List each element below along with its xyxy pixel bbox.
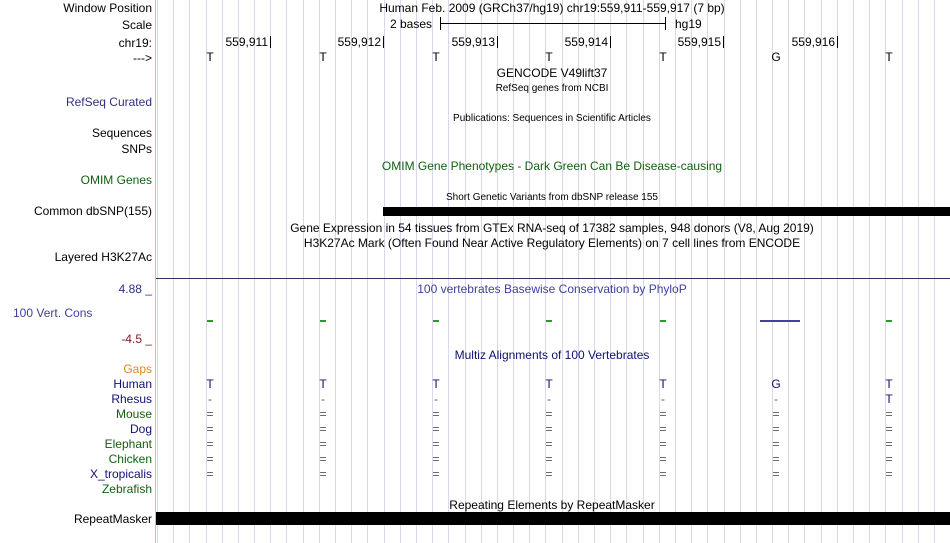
label-divider bbox=[155, 0, 156, 543]
ruler-tick bbox=[723, 36, 724, 48]
grid-line bbox=[335, 0, 336, 543]
dbsnp-track-title[interactable]: Short Genetic Variants from dbSNP release 155 bbox=[446, 192, 658, 203]
grid-line bbox=[643, 0, 644, 543]
alignment-char: = bbox=[432, 467, 440, 481]
alignment-char: = bbox=[206, 452, 214, 466]
conservation-mark bbox=[886, 320, 892, 322]
species-label[interactable]: Chicken bbox=[108, 452, 152, 466]
grid-line bbox=[254, 0, 255, 543]
species-label[interactable]: Mouse bbox=[115, 407, 152, 421]
grid-line bbox=[675, 0, 676, 543]
window-position-label: Window Position bbox=[63, 1, 152, 15]
ruler-tick bbox=[497, 36, 498, 48]
grid-line bbox=[222, 0, 223, 543]
ruler-tick bbox=[837, 36, 838, 48]
alignment-char: T bbox=[319, 377, 327, 391]
grid-line bbox=[902, 0, 903, 543]
alignment-char: = bbox=[206, 467, 214, 481]
alignment-char: - bbox=[321, 392, 325, 406]
grid-line bbox=[691, 0, 692, 543]
alignment-char: = bbox=[319, 452, 327, 466]
conservation-track-title[interactable]: 100 vertebrates Basewise Conservation by PhyloP bbox=[417, 282, 687, 296]
alignment-char: = bbox=[206, 422, 214, 436]
conservation-min-value: -4.5 _ bbox=[121, 332, 152, 346]
grid-line bbox=[238, 0, 239, 543]
repeatmasker-track-label[interactable]: RepeatMasker bbox=[73, 512, 152, 526]
alignment-char: = bbox=[885, 467, 893, 481]
alignment-char: = bbox=[772, 422, 780, 436]
refseq-track-subtitle: RefSeq genes from NCBI bbox=[495, 83, 609, 94]
species-label[interactable]: Human bbox=[113, 377, 152, 391]
h3k27ac-track-label[interactable]: Layered H3K27Ac bbox=[54, 250, 152, 264]
alignment-char: = bbox=[432, 407, 440, 421]
publications-track-title[interactable]: Publications: Sequences in Scientific Articles bbox=[453, 113, 651, 124]
grid-line bbox=[400, 0, 401, 543]
grid-line bbox=[707, 0, 708, 543]
ruler-position-label: 559,914 bbox=[564, 35, 608, 49]
grid-line bbox=[481, 0, 482, 543]
conservation-mark bbox=[760, 320, 800, 322]
dbsnp-variant-bar[interactable] bbox=[383, 207, 950, 216]
alignment-char: - bbox=[661, 392, 665, 406]
alignment-char: = bbox=[772, 467, 780, 481]
base-letter: T bbox=[659, 50, 667, 64]
alignment-char: - bbox=[774, 392, 778, 406]
ruler-position-label: 559,911 bbox=[225, 35, 268, 49]
omim-track-label[interactable]: OMIM Genes bbox=[80, 173, 152, 187]
alignment-char: = bbox=[545, 407, 553, 421]
species-label[interactable]: Dog bbox=[129, 422, 152, 436]
grid-line bbox=[270, 0, 271, 543]
base-letter: T bbox=[885, 50, 893, 64]
repeatmasker-bar[interactable] bbox=[156, 512, 950, 525]
grid-line bbox=[286, 0, 287, 543]
alignment-char: - bbox=[434, 392, 438, 406]
grid-line bbox=[351, 0, 352, 543]
ruler-tick bbox=[610, 36, 611, 48]
conservation-mark bbox=[320, 320, 326, 322]
snps-track-label[interactable]: SNPs bbox=[121, 142, 152, 156]
alignment-char: = bbox=[319, 467, 327, 481]
grid-line bbox=[367, 0, 368, 543]
grid-line bbox=[724, 0, 725, 543]
ruler-position-label: 559,912 bbox=[337, 35, 381, 49]
grid-line bbox=[788, 0, 789, 543]
sequences-track-label[interactable]: Sequences bbox=[91, 126, 152, 140]
alignment-char: T bbox=[885, 377, 893, 391]
grid-line bbox=[416, 0, 417, 543]
omim-track-title[interactable]: OMIM Gene Phenotypes - Dark Green Can Be Disease-causing bbox=[381, 159, 723, 173]
ruler-position-label: 559,913 bbox=[451, 35, 495, 49]
alignment-char: T bbox=[432, 377, 440, 391]
alignment-char: = bbox=[885, 422, 893, 436]
alignment-char: = bbox=[545, 422, 553, 436]
base-letter: G bbox=[771, 50, 781, 64]
base-letter: T bbox=[319, 50, 327, 64]
conservation-mark bbox=[433, 320, 439, 322]
strand-label: ---> bbox=[133, 51, 152, 65]
alignment-char: T bbox=[206, 377, 214, 391]
alignment-char: = bbox=[659, 437, 667, 451]
grid-line bbox=[189, 0, 190, 543]
grid-line bbox=[853, 0, 854, 543]
alignment-char: = bbox=[885, 437, 893, 451]
species-label[interactable]: X_tropicalis bbox=[89, 467, 152, 481]
grid-line bbox=[837, 0, 838, 543]
alignment-char: = bbox=[772, 452, 780, 466]
alignment-char: = bbox=[545, 452, 553, 466]
alignment-char: = bbox=[432, 437, 440, 451]
grid-line bbox=[157, 0, 158, 543]
alignment-char: = bbox=[659, 467, 667, 481]
grid-line bbox=[626, 0, 627, 543]
alignment-char: = bbox=[545, 437, 553, 451]
alignment-char: - bbox=[547, 392, 551, 406]
grid-line bbox=[804, 0, 805, 543]
grid-line bbox=[740, 0, 741, 543]
alignment-char: = bbox=[885, 452, 893, 466]
alignment-char: - bbox=[208, 392, 212, 406]
multiz-track-title[interactable]: Multiz Alignments of 100 Vertebrates bbox=[454, 348, 650, 362]
alignment-char: = bbox=[772, 437, 780, 451]
grid-line bbox=[173, 0, 174, 543]
ruler-position-label: 559,916 bbox=[791, 35, 835, 49]
alignment-char: = bbox=[545, 467, 553, 481]
scale-db: hg19 bbox=[675, 17, 702, 31]
alignment-char: = bbox=[319, 422, 327, 436]
alignment-char: = bbox=[885, 407, 893, 421]
alignment-char: = bbox=[432, 422, 440, 436]
grid-line bbox=[869, 0, 870, 543]
alignment-char: = bbox=[659, 452, 667, 466]
assembly-position-text: Human Feb. 2009 (GRCh37/hg19) chr19:559,911-559,917 (7 bp) bbox=[379, 1, 725, 15]
ruler-tick bbox=[383, 36, 384, 48]
grid-line bbox=[821, 0, 822, 543]
scale-bar-right-cap bbox=[665, 17, 666, 30]
alignment-char: T bbox=[885, 392, 893, 406]
scale-text: 2 bases bbox=[390, 17, 433, 31]
h3k27ac-track-title[interactable]: H3K27Ac Mark (Often Found Near Active Regulatory Elements) on 7 cell lines from ENCODE bbox=[303, 236, 801, 250]
alignment-char: T bbox=[545, 377, 553, 391]
scale-bar bbox=[440, 23, 665, 24]
ruler-position-label: 559,915 bbox=[677, 35, 721, 49]
alignment-char: = bbox=[659, 422, 667, 436]
grid-line bbox=[756, 0, 757, 543]
gtex-track-title[interactable]: Gene Expression in 54 tissues from GTEx RNA-seq of 17382 samples, 948 donors (V8, Aug 2019) bbox=[290, 221, 814, 235]
chr-label: chr19: bbox=[118, 36, 152, 50]
h3k27ac-baseline bbox=[156, 278, 950, 279]
species-label[interactable]: Gaps bbox=[123, 362, 152, 376]
refseq-track-label[interactable]: RefSeq Curated bbox=[65, 95, 152, 109]
gencode-track-title[interactable]: GENCODE V49lift37 bbox=[496, 66, 608, 80]
repeatmasker-track-title[interactable]: Repeating Elements by RepeatMasker bbox=[449, 498, 655, 512]
alignment-char: = bbox=[659, 407, 667, 421]
scale-bar-left-cap bbox=[440, 17, 441, 30]
conservation-max-value: 4.88 _ bbox=[118, 282, 152, 296]
species-label[interactable]: Zebrafish bbox=[101, 482, 152, 496]
alignment-char: = bbox=[319, 407, 327, 421]
grid-line bbox=[610, 0, 611, 543]
base-letter: T bbox=[432, 50, 440, 64]
dbsnp-track-label[interactable]: Common dbSNP(155) bbox=[33, 204, 152, 218]
conservation-track-label[interactable]: 100 Vert. Cons bbox=[13, 306, 93, 320]
grid-line bbox=[448, 0, 449, 543]
alignment-char: = bbox=[206, 437, 214, 451]
grid-line bbox=[303, 0, 304, 543]
conservation-mark bbox=[207, 320, 213, 322]
base-letter: T bbox=[545, 50, 553, 64]
scale-label: Scale bbox=[121, 18, 152, 32]
alignment-char: = bbox=[772, 407, 780, 421]
base-letter: T bbox=[206, 50, 214, 64]
species-label[interactable]: Elephant bbox=[104, 437, 152, 451]
species-label[interactable]: Rhesus bbox=[111, 392, 152, 406]
grid-line bbox=[465, 0, 466, 543]
grid-line bbox=[934, 0, 935, 543]
alignment-char: = bbox=[319, 437, 327, 451]
conservation-mark bbox=[660, 320, 666, 322]
alignment-char: G bbox=[771, 377, 781, 391]
alignment-char: = bbox=[432, 452, 440, 466]
grid-line bbox=[918, 0, 919, 543]
alignment-char: = bbox=[206, 407, 214, 421]
ruler-tick bbox=[270, 36, 271, 48]
conservation-mark bbox=[546, 320, 552, 322]
alignment-char: T bbox=[659, 377, 667, 391]
grid-line bbox=[384, 0, 385, 543]
